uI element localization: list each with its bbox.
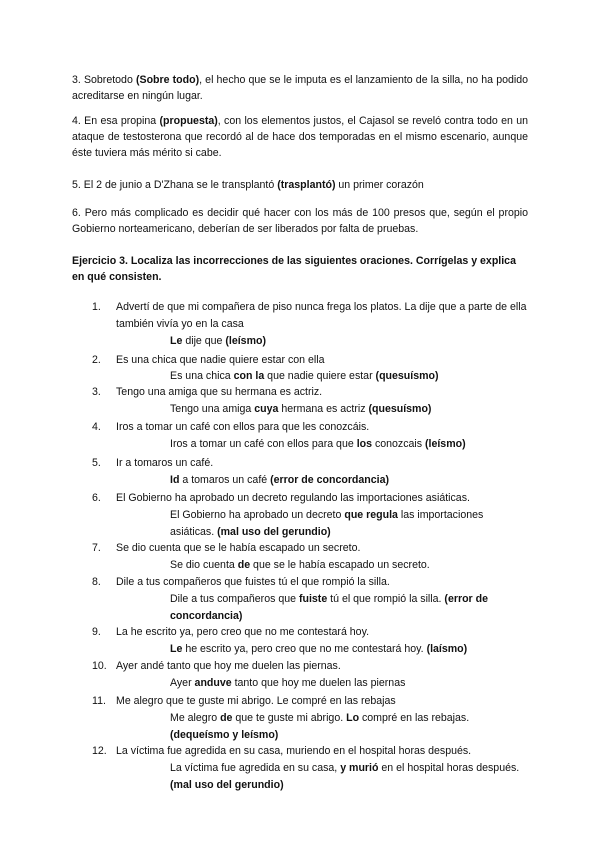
correction: Es una chica con la que nadie quiere estar (quesuísmo) bbox=[170, 370, 439, 382]
correction: El Gobierno ha aprobado un decreto que regula las importaciones asiáticas. (mal uso del gerundio) bbox=[170, 509, 484, 538]
correction: Id a tomaros un café (error de concordancia) bbox=[170, 474, 390, 486]
correction: Tengo una amiga cuya hermana es actriz (quesuísmo) bbox=[170, 403, 432, 415]
paragraph-5: 5. El 2 de junio a D'Zhana se le transplantó (trasplantó) un primer corazón bbox=[72, 179, 424, 191]
correction: Le he escrito ya, pero creo que no me contestará hoy. (laísmo) bbox=[170, 643, 468, 655]
correction: Dile a tus compañeros que fuiste tú el que rompió la silla. (error de concordancia) bbox=[170, 593, 488, 622]
correction: Iros a tomar un café con ellos para que los conozcais (leísmo) bbox=[170, 438, 466, 450]
paragraph-6: 6. Pero más complicado es decidir qué hacer con los más de 100 presos que, según el propio Gobierno norteamericano, deberían de ser liberados por falta de pruebas. bbox=[72, 207, 528, 235]
correction: Le dije que (leísmo) bbox=[170, 335, 266, 347]
correction: Me alegro de que te guste mi abrigo. Lo compré en las rebajas. (dequeísmo y leísmo) bbox=[170, 712, 470, 741]
correction: Se dio cuenta de que se le había escapado un secreto. bbox=[170, 559, 430, 571]
document-page: 3. Sobretodo (Sobre todo), el hecho que se le imputa es el lanzamiento de la silla, no ha podido acreditarse en ningún lugar. 4. En esa propina (propuesta), con los elementos justos, el Cajasol se reveló contra todo en un ataque de testosterona que recordó al de hace dos temporadas en el mismo escenario, aunque éste tuviera más mérito si cabe. 5. El 2 de junio a D'Zhana se le transplantó (trasplantó) un primer corazón 6. Pero más complicado es decidir qué hacer con los más de 100 presos que, según el propio Gobierno norteamericano, deberían de ser liberados por falta de pruebas. Ejercicio 3. Localiza las incorrecciones de las siguientes oraciones. Corrígelas y explica en qué consisten. 1. Advertí de que mi compañera de piso nunca frega los platos. La dije que a parte de ella también vivía yo en la casa Le dije que (leísmo) 2. Es una chica que nadie quiere estar con ella Es una chica con la que nadie quiere estar (quesuísmo) 3. Tengo una amiga que su hermana es actriz. Tengo una amiga cuya hermana es actriz (quesuísmo) 4. Iros a tomar un café con ellos para que les conozcáis. Iros a tomar un café con ellos para que los conozcais (leísmo) 5. Ir a tomaros un café. Id a tomaros un café (error de concordancia) 6. El Gobierno ha aprobado un decreto regulando las importaciones asiáticas. El Gobierno ha aprobado un decreto que regula las importaciones asiáticas. (mal uso del gerundio) 7. Se dio cuenta que se le había escapado un secreto. Se dio cuenta de que se le había escapado un secreto. 8. Dile a tus compañeros que fuistes tú el que rompió la silla. Dile a tus compañeros que fuiste tú el que rompió la silla. (error de concordancia) 9. La he escrito ya, pero creo que no me contestará hoy. Le he escrito ya, pero creo que no me contestará hoy. (laísmo) 10. Ayer andé tanto que hoy me duelen las piernas. Ayer anduve tanto que hoy me duelen las piernas 11. Me alegro que te guste mi abrigo. Le compré en las rebajas Me alegro de que te guste mi abrigo. Lo compré en las rebajas. (dequeísmo y leísmo) 12. La víctima fue agredida en su casa, muriendo en el hospital horas después. La víctima fue agredida en su casa, y murió en el hospital horas después. (mal uso del gerundio) bbox=[0, 0, 600, 848]
exercise-title: Ejercicio 3. Localiza las incorrecciones de las siguientes oraciones. Corrígelas y explica en qué consisten. bbox=[72, 255, 516, 283]
paragraph-4: 4. En esa propina (propuesta), con los elementos justos, el Cajasol se reveló contra todo en un ataque de testosterona que recordó al de hace dos temporadas en el mismo escenario, aunque éste tuviera más mérito si cabe. bbox=[72, 115, 528, 159]
correction: La víctima fue agredida en su casa, y murió en el hospital horas después. (mal uso del gerundio) bbox=[170, 762, 520, 791]
paragraph-3: 3. Sobretodo (Sobre todo), el hecho que se le imputa es el lanzamiento de la silla, no ha podido acreditarse en ningún lugar. bbox=[72, 74, 529, 102]
correction: Ayer anduve tanto que hoy me duelen las piernas bbox=[170, 677, 406, 689]
